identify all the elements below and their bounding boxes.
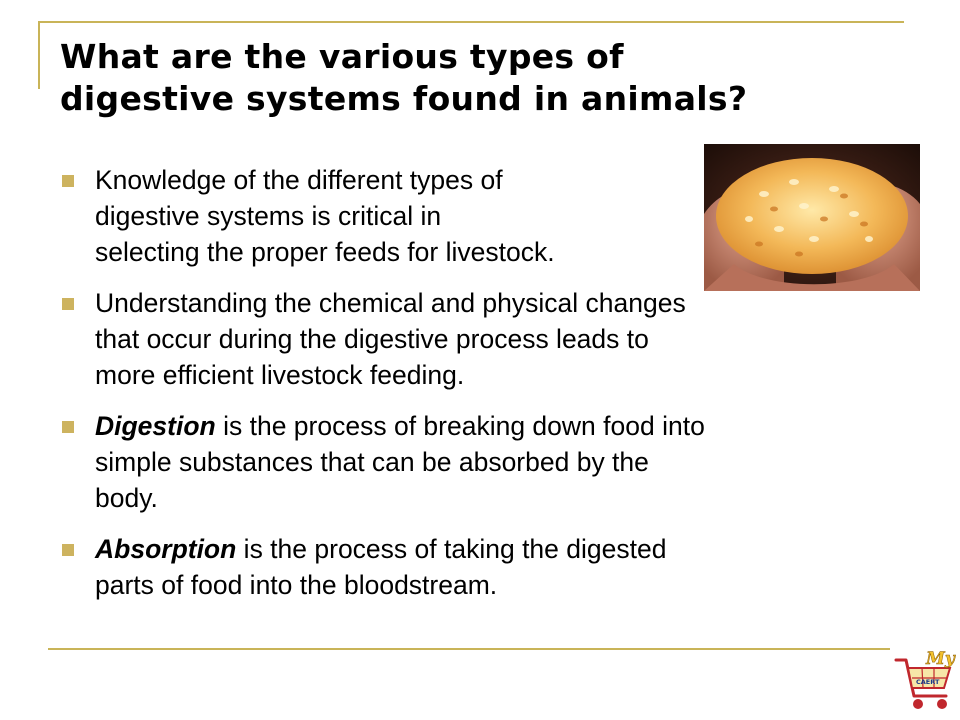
bullet-4-line-2: parts of food into the bloodstream. — [95, 570, 498, 600]
slide-title — [60, 36, 900, 120]
bullet-3-line-3: body. — [95, 483, 158, 513]
title-line-2: digestive systems found in animals? — [60, 79, 748, 118]
mycaert-logo — [892, 648, 956, 714]
cart-logo-icon — [892, 648, 956, 714]
bullet-square-icon — [62, 421, 74, 433]
logo-caert-text: CAERT — [916, 678, 940, 686]
bullet-3-line-1: is the process of breaking down food into — [215, 411, 705, 441]
left-rule — [38, 21, 40, 89]
bullet-item — [62, 531, 902, 603]
bullet-square-icon — [62, 544, 74, 556]
bullet-4-line-1: is the process of taking the digested — [236, 534, 667, 564]
bullet-2-line-2: that occur during the digestive process leads to — [95, 324, 649, 354]
bullet-1-line-3: selecting the proper feeds for livestock. — [95, 237, 555, 267]
bullet-2-line-1: Understanding the chemical and physical changes — [95, 288, 686, 318]
term-digestion: Digestion — [95, 411, 216, 441]
top-rule — [40, 21, 904, 23]
bottom-rule — [48, 648, 890, 650]
bullet-square-icon — [62, 298, 74, 310]
bullet-2-line-3: more efficient livestock feeding. — [95, 360, 465, 390]
bullet-item — [62, 408, 902, 516]
bullet-square-icon — [62, 175, 74, 187]
corn-kernels-photo — [704, 144, 920, 291]
logo-my-text: My — [926, 649, 955, 669]
bullet-1-line-2: digestive systems is critical in — [95, 201, 442, 231]
corn-photo-graphic — [704, 144, 920, 291]
bullet-3-line-2: simple substances that can be absorbed by the — [95, 447, 649, 477]
title-line-1: What are the various types of — [60, 37, 624, 76]
bullet-item — [62, 285, 902, 393]
term-absorption: Absorption — [95, 534, 237, 564]
bullet-1-line-1: Knowledge of the different types of — [95, 165, 503, 195]
